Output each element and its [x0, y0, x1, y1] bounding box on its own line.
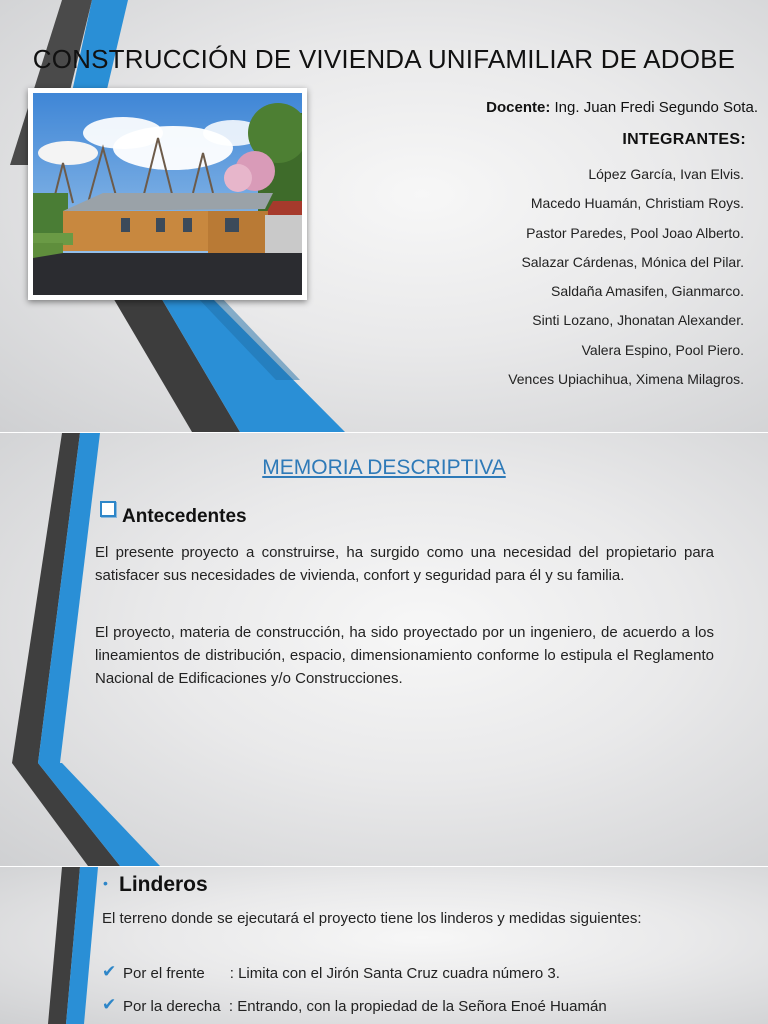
bullet-dot-icon: • [103, 875, 108, 891]
checkmark-icon: ✔ [102, 995, 117, 1014]
member-item: Sinti Lozano, Jhonatan Alexander. [532, 312, 744, 329]
member-item: Pastor Paredes, Pool Joao Alberto. [526, 224, 744, 241]
boundary-label: Por el frente [123, 965, 205, 982]
boundary-text: : Entrando, con la propiedad de la Señora Enoé Huamán [228, 998, 607, 1015]
teacher-name: Ing. Juan Fredi Segundo Sota. [550, 99, 758, 116]
presentation-title: CONSTRUCCIÓN DE VIVIENDA UNIFAMILIAR DE ADOBE [32, 44, 736, 74]
slide-linderos [0, 867, 768, 1024]
member-item: López García, Ivan Elvis. [588, 166, 744, 182]
slide-memoria [0, 433, 768, 866]
boundary-text: : Limita con el Jirón Santa Cruz cuadra número 3. [229, 965, 560, 982]
slide-title [0, 0, 768, 432]
member-item: Macedo Huamán, Christiam Roys. [530, 195, 744, 212]
subsection-heading: Antecedentes [122, 506, 247, 527]
member-item: Valera Espino, Pool Piero. [581, 341, 744, 358]
boundary-item [123, 998, 720, 1015]
boundary-label: Por la derecha [123, 998, 221, 1015]
member-item: Salazar Cárdenas, Mónica del Pilar. [521, 253, 744, 270]
teacher-line [486, 99, 758, 116]
paragraph: El proyecto, materia de construcción, ha sido proyectado por un ingeniero, de acuerdo a los lineamientos de distribución, espacio, dimensionamiento conforme lo estipula el Reglamento Nacional de Edificaciones y/o Construcciones. [95, 624, 714, 687]
adobe-house-image [33, 93, 302, 295]
boundary-item [123, 965, 720, 982]
checkmark-icon: ✔ [102, 962, 117, 981]
teacher-label: Docente: [486, 99, 551, 116]
house-photo [28, 88, 307, 300]
members-list [508, 160, 744, 394]
member-item: Saldaña Amasifen, Gianmarco. [551, 283, 744, 300]
square-bullet-icon [100, 501, 116, 517]
subsection-heading: Linderos [119, 873, 208, 896]
paragraph: El terreno donde se ejecutará el proyecto tiene los linderos y medidas siguientes: [102, 910, 642, 927]
members-heading: INTEGRANTES: [622, 131, 746, 148]
section-title: MEMORIA DESCRIPTIVA [262, 456, 506, 479]
paragraph: El presente proyecto a construirse, ha surgido como una necesidad del propietario para satisfacer sus necesidades de vivienda, confort y seguridad para él y su familia. [95, 544, 714, 584]
member-item: Vences Upiachihua, Ximena Milagros. [508, 371, 744, 388]
